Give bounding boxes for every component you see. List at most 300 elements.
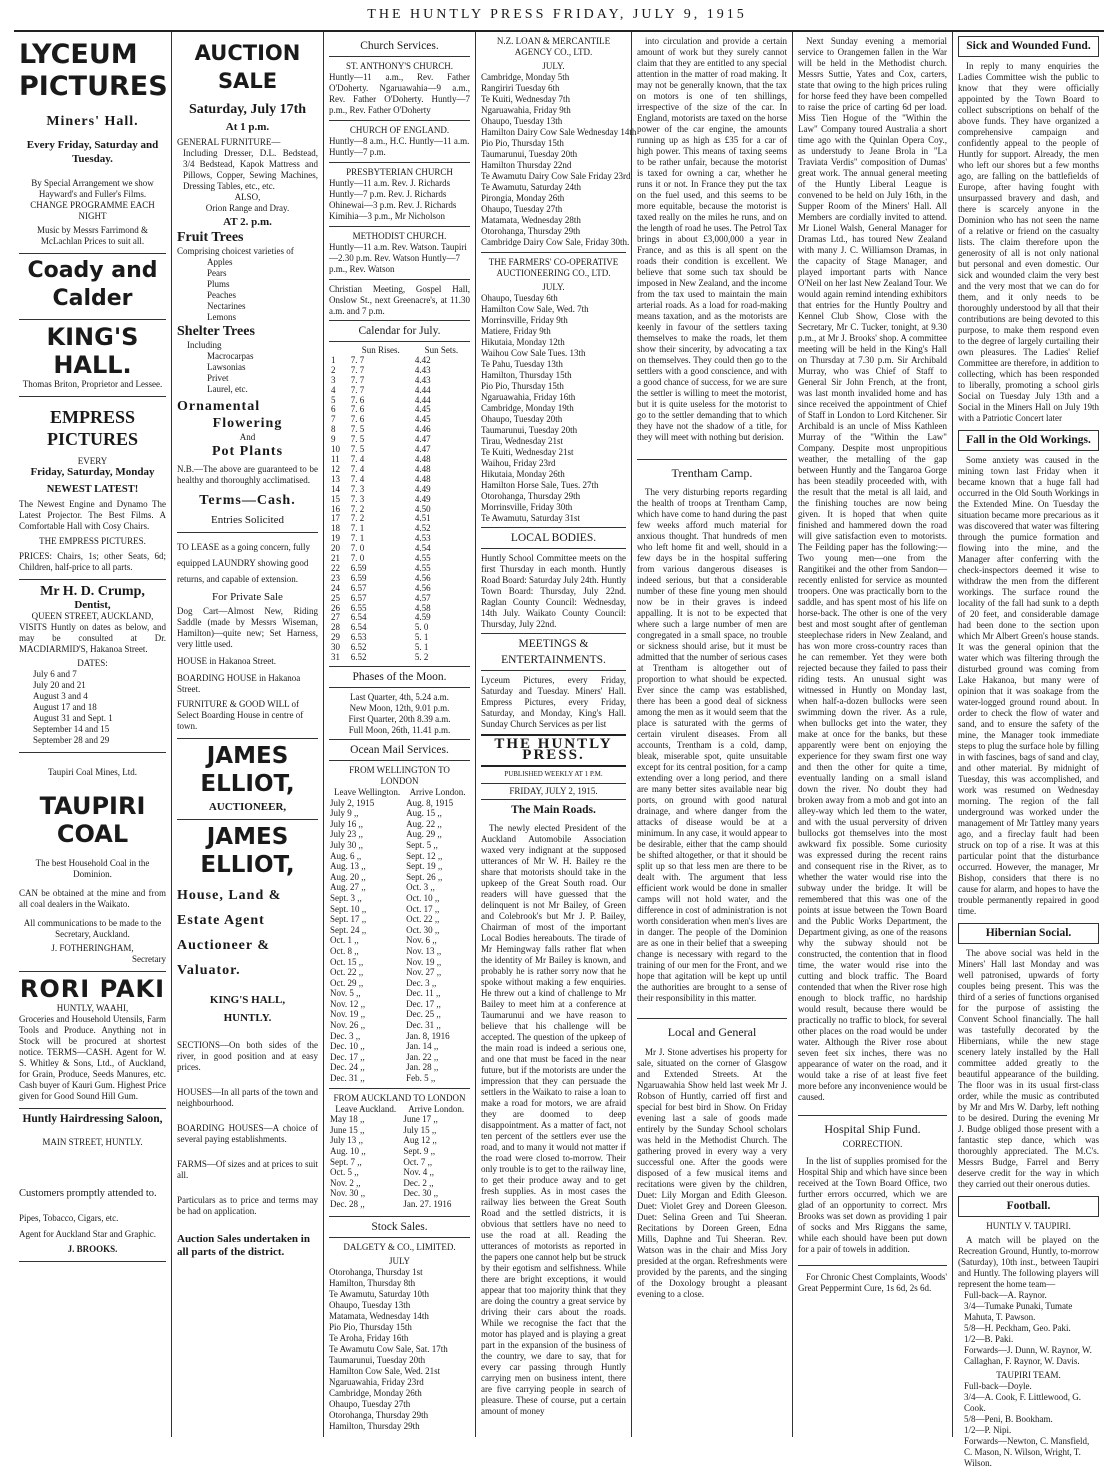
hairdressing-pipes: Pipes, Tobacco, Cigars, etc.: [19, 1213, 119, 1224]
hospital-correction: CORRECTION.: [842, 1139, 903, 1150]
table-cell: Dec. 24 ,,: [330, 1062, 365, 1073]
shelter-item: Privet: [207, 372, 229, 383]
lyceum-days: Every Friday, Saturday and Tuesday.: [26, 139, 159, 165]
ocean-mail-head: Ocean Mail Services.: [329, 739, 470, 761]
methodist-head: METHODIST CHURCH.: [352, 231, 447, 241]
sale-item: Taumarunui, Tuesday 20th: [481, 149, 578, 159]
table-cell: 4.45: [414, 414, 431, 425]
main-roads-body: The newly elected President of the Auckland Automobile Association waxed very indignant at the supposed utterances of Mr W. H. Bailey re the share that motorists should take in the upkeep of the Great South road. Our readers will have guessed that the delinquent is not Mr Bailey, of Green and Colebrook's but Mr J. P. Bailey, Chairman of most of the important Local Bodies hereabouts. The tirade of Mr Hemingway falls rather flat when the identity of Mr Bailey is known, and probably he is rather sorry now that he spoke without making a few enquiries. He threw out a kind of challenge to Mr Bailey to meet him at a conference at Taumarunui and we have reason to believe that his challenge will be accepted. The question of the upkeep of the main road is indeed a serious one, and one that must be faced in the near future, but if the motorists are under the impression that they can persuade the settlers in the Waikato to raise a loan to make a road for motors, we are afraid they are doomed to deep disappointment. As a matter of fact, not ten percent of the settlers ever use the road, and to many it would not matter if the road were closed to-morrow. Their only trouble is to get to the railway line, to get their produce away and to get fresh supplies. As in most cases the railway lies between the Great South Road and the settled districts, it is obvious that settlers have no need to use the road at all. Reading the utterances of motorists as reported in the papers one cannot help but be struck by their egotism and selfishness. While there are bright exceptions, it would appear that too majority think that they are doing the country a great service by driving their cars about the roads. While we recognise the fact that the motor has played and is playing a great part in the expansion of the business of the country, we dare to say, that for every car passing through Huntly carrying men on business intent, there are five carrying people in search of pleasure. These of course, put a certain amount of money: [481, 822, 626, 1416]
mail-row: [329, 1125, 470, 1136]
table-cell: 4.55: [414, 562, 431, 573]
empress-ad: [19, 397, 166, 580]
table-cell: Dec. 30 ,,: [403, 1188, 439, 1199]
nb-note: N.B.—The above are guaranteed to be healthy and thoroughly acclimatised.: [177, 463, 318, 485]
taupiri-best: The best Household Coal in the Dominion.: [35, 857, 150, 879]
mail-row: [329, 1157, 470, 1168]
table-cell: 6.55: [350, 602, 367, 613]
auction-ad: [177, 36, 318, 533]
huntly-team: [958, 1290, 1099, 1367]
table-cell: Dec. 2 ,,: [403, 1177, 434, 1188]
table-header: [329, 1104, 470, 1115]
table-cell: 15: [331, 493, 340, 504]
football-match: HUNTLY V. TAUPIRI.: [986, 1221, 1071, 1231]
lease-ad: [177, 533, 318, 739]
table-cell: Oct. 8 ,,: [330, 945, 359, 956]
table-cell: Dec. 25 ,,: [406, 1009, 441, 1020]
sale-item: Te Pahu, Tuesday 13th: [481, 359, 563, 369]
taupiri-team-head: TAUPIRI TEAM.: [996, 1370, 1061, 1380]
empress-newest: NEWEST LATEST!: [46, 484, 139, 496]
to-lease: TO LEASE as a going concern, fully equipped LAUNDRY showing good returns, and capable of extension.: [177, 541, 311, 584]
phase-item: New Moon, 12th, 9.01 p.m.: [349, 703, 450, 713]
table-cell: 16: [331, 503, 340, 514]
table-cell: Jan. 14 ,,: [406, 1041, 439, 1052]
table-cell: Aug. 6 ,,: [330, 850, 362, 861]
elliot-name-2: JAMES ELLIOT,: [200, 824, 295, 879]
elliot-ad-2: [177, 820, 318, 1259]
mail-row: [329, 1178, 470, 1189]
auction-also: ALSO,: [234, 192, 261, 203]
player-line: 5/8—H. Peckham, Geo. Paki.: [964, 1323, 1071, 1333]
st-anthony-body: Huntly—11 a.m., Rev. Father O'Doherty. Ngaruawahia—9 a.m., Rev. Father O'Doherty. Huntly—7 p.m., Rev. Father O'Doherty: [329, 72, 470, 115]
empress-prices: PRICES: Chairs, 1s; other Seats, 6d; Children, half-price to all parts.: [19, 550, 166, 572]
table-cell: Nov. 4 ,,: [403, 1167, 435, 1178]
fruit-item: Peaches: [207, 289, 236, 300]
sale-item: Hamilton, Thursday 8th: [329, 1277, 416, 1288]
table-cell: 7. 4: [350, 463, 365, 474]
mail-row: [329, 957, 470, 968]
sale-item: Otorohanga, Thursday 29th: [481, 491, 581, 501]
calendar-row: [329, 653, 470, 663]
table-cell: 4.43: [414, 374, 431, 385]
sale-item: Ohaupo, Tuesday 13th: [481, 116, 563, 126]
mail-row: [329, 829, 470, 840]
table-cell: Aug. 27 ,,: [330, 882, 366, 893]
sale-item: Te Awamutu Dairy Cow Sale Friday 23rd: [481, 171, 631, 181]
sale-item: Cambridge, Monday 5th: [481, 72, 570, 82]
divider: [329, 226, 470, 227]
table-cell: 6.52: [350, 642, 367, 653]
fruit-item: Lemons: [207, 311, 236, 322]
st-anthony-head: ST. ANTHONY'S CHURCH.: [346, 61, 453, 71]
table-cell: Oct. 22 ,,: [330, 967, 364, 978]
table-cell: 4.45: [414, 404, 431, 415]
hairdressing-ad: [19, 1109, 166, 1262]
table-cell: 27: [331, 612, 340, 623]
sale-item: Matiere, Friday 9th: [481, 326, 551, 336]
table-cell: 21: [331, 553, 340, 564]
fruit-list: [177, 257, 318, 323]
table-cell: Sept. 19 ,,: [406, 861, 443, 872]
dalgety-list: [329, 1267, 470, 1432]
shelter-item: Laurel, etc.: [207, 383, 248, 394]
kings-hall-title: KING'S HALL.: [46, 323, 139, 379]
table-cell: 4.51: [414, 513, 431, 524]
sale-item: Ngaruawahia, Friday 16th: [481, 392, 576, 402]
table-cell: Nov. 12 ,,: [330, 998, 366, 1009]
table-cell: Nov. 19 ,,: [330, 1009, 366, 1020]
sale-item: Te Kuiti, Wednesday 7th: [481, 94, 570, 104]
table-cell: 4.57: [414, 592, 431, 603]
mail-row: [329, 904, 470, 915]
mail-row: [329, 1041, 470, 1052]
table-cell: 4.48: [414, 453, 431, 464]
crump-body: VISITS Huntly on dates as below, and may be consulted at Dr. MACDIARMID'S, Hakanoa Street.: [19, 621, 166, 654]
header-cell: Sun Sets.: [424, 345, 459, 355]
table-cell: 6.53: [350, 632, 367, 643]
presby-head: PRESBYTERIAN CHURCH: [346, 167, 453, 177]
fruit-item: Nectarines: [207, 300, 246, 311]
sale-item: Hamilton Horse Sale, Tues. 27th: [481, 480, 599, 490]
table-cell: 7. 7: [350, 364, 365, 375]
empress-pictures: THE EMPRESS PICTURES.: [39, 535, 146, 546]
header-cell: Arrive London.: [409, 787, 466, 797]
table-cell: 7: [331, 414, 336, 425]
table-cell: 12: [331, 463, 340, 474]
shelter-trees: Shelter Trees: [177, 323, 255, 339]
crump-dates-head: DATES:: [77, 657, 108, 668]
lyceum-change: CHANGE PROGRAMME EACH NIGHT: [30, 200, 155, 221]
hairdressing-street: MAIN STREET, HUNTLY.: [42, 1136, 143, 1147]
table-cell: 4.58: [414, 602, 431, 613]
meetings-body: Lyceum Pictures, every Friday, Saturday and Tuesday. Miners' Hall. Empress Pictures, every Friday, Saturday, and Monday, King's Hall. Sunday Church Services as per list: [481, 675, 626, 729]
mail-row: [329, 1062, 470, 1073]
table-cell: July 13 ,,: [330, 1135, 364, 1146]
hairdressing-agent: Agent for Auckland Star and Graphic.: [19, 1229, 156, 1240]
divider: [481, 252, 626, 253]
sale-item: Hikutaia, Monday 12th: [481, 337, 565, 347]
sick-body: In reply to many enquiries the Ladies Committee wish the public to know that they were officially appointed by the Town Board to collect subscriptions on behalf of the above funds. They have organized a comprehensive campaign and confidently appeal to the people of Huntly for support. Already, the men who left our shores but a few months ago, are falling on the battlefields of Europe, after having fought with unsurpassed bravery and dash, and there is scarcely anyone in the Dominion who has not seen the name of a relative or friend on the casualty lists. The claim therefore upon the generosity of all is not only national but personal and even domestic. Our sick and wounded claim the very best and the very most that we can do for them, and it only needs to be thoroughly understood by all that their contributions are being devoted to this purpose, to make them respond even to the degree of largely curtailing their own pleasures. The Ladies' Relief Committee are therefore, in addition to collecting, which has been responded to liberally, promoting a school girls Social on Tuesday July 13th and a Social in the Miners Hall on July 19th with a Patriotic Concert later: [958, 61, 1099, 423]
table-cell: 4.47: [414, 444, 431, 455]
divider: [329, 279, 470, 280]
table-cell: Dec. 3 ,,: [406, 977, 437, 988]
table-cell: 6: [331, 404, 336, 415]
table-cell: Dec. 28 ,,: [330, 1198, 365, 1209]
date-item: August 3 and 4: [33, 690, 88, 701]
table-cell: 7. 6: [350, 394, 365, 405]
divider: [329, 120, 470, 121]
mail-row: [329, 808, 470, 819]
nzloan-list: [481, 72, 637, 248]
trentham-body: The very disturbing reports regarding the health of troops at Trentham Camp, which have come to hand during the past few weeks afford much material for anxious thought. That hundreds of men who left home fit and well, should in a few days be in the hospital suffering from various dangerous diseases is indeed serious, but that a considerable number of these fine young men should now be in their graves is indeed appalling. It is not to be expected that where such a large number of men are congregated in a small space, no trouble or sickness should arise, but it must be admitted that the number of serious cases at Trentham is altogether out of proportion to what should be expected. Ever since the camp was established, there has been a good deal of sickness among the men as it would seem that the place is saturated with the germs of certain virulent diseases. From all accounts, Trentham is a cold, damp, bleak, miserable spot, quite unsuitable except for its central position, for a camp extending over a long period, and there are many better sites available near big ports, on ground with good natural drainage, and where danger from the attacks of disease would be at a minimum. In any case, it would appear to be desirable, either that the camp should be shifted altogether, or that it should be split up so that less men are there to be dealt with. The argument that less efficient work would be done in smaller camps will not hold water, and the difference in cost of administration is not worth consideration when men's lives are in danger. The people of the Dominion are as one in their belief that a sweeping change is necessary with regard to the training of our men for the Front, and we hope that agitation will be kept up until the authorities are brought to a sense of their responsibility in this matter.: [637, 487, 787, 1004]
sale-item: Hamilton, Thursday 29th: [329, 1420, 420, 1431]
table-cell: Sept. 9 ,,: [403, 1146, 436, 1156]
table-cell: Dec. 31 ,,: [406, 1020, 441, 1031]
mail-row: [329, 1188, 470, 1199]
taupiri-communications: All communications to be made to the Secretary, Auckland.: [23, 917, 162, 939]
elliot-boarding: BOARDING HOUSES—A choice of several paying establishments.: [177, 1123, 318, 1145]
table-cell: Nov. 30 ,,: [330, 1188, 366, 1199]
fruit-comprising: Comprising choicest varieties of: [177, 245, 294, 256]
auction-date: Saturday, July 17th: [188, 102, 307, 117]
table-cell: 4.44: [414, 384, 431, 395]
sale-item: Pio Pio, Thursday 15th: [329, 1321, 412, 1332]
sale-item: Ohaupo, Tuesday 6th: [481, 293, 558, 303]
hairdressing-title: Huntly Hairdressing Saloon,: [22, 1112, 163, 1125]
table-cell: 4.42: [414, 354, 431, 365]
mail-row: [329, 872, 470, 883]
table-cell: 13: [331, 473, 340, 484]
table-cell: 4.48: [414, 463, 431, 474]
christian-meeting: Christian Meeting, Gospel Hall, Onslow St., next Greenacre's, at 11.30 a.m. and 7 p.m.: [329, 284, 470, 316]
table-cell: 11: [331, 453, 340, 464]
sale-item: Ohaupo, Tuesday 13th: [329, 1299, 411, 1310]
table-cell: May 18 ,,: [330, 1114, 365, 1125]
auction-title: AUCTION SALE: [194, 41, 301, 93]
mail-row: [329, 1020, 470, 1031]
mail-row: [329, 819, 470, 830]
presby-body: Huntly—11 a.m. Rev. J. Richards Huntly—7 p.m. Rev. J. Richards Ohinewai—3 p.m. Rev. J. Richards Kimihia—3 p.m., Mr Nicholson: [329, 178, 457, 221]
mail-row: [329, 925, 470, 936]
player-line: 3/4—Tumake Punaki, Tumate Mahuta, T. Pawson.: [964, 1301, 1073, 1322]
sale-item: Waihou, Friday 23rd: [481, 458, 556, 468]
nzloan-head: N.Z. LOAN & MERCANTILE AGENCY CO., LTD.: [496, 36, 611, 57]
auction-orion: Orion Range and Dray.: [205, 203, 290, 214]
sale-item: Ngaruawahia, Friday 23rd: [329, 1376, 424, 1387]
phase-item: First Quarter, 20th 8.39 a.m.: [348, 714, 451, 724]
table-cell: 18: [331, 523, 340, 534]
taupiri-team: [958, 1381, 1099, 1469]
table-cell: Sept. 26 ,,: [406, 871, 443, 882]
house-hakanoa: HOUSE in Hakanoa Street.: [177, 656, 276, 667]
stock-sales-head: Stock Sales.: [329, 1216, 470, 1238]
farmers-july: JULY.: [542, 282, 565, 292]
table-cell: 4.49: [414, 483, 431, 494]
table-cell: Aug. 20 ,,: [330, 871, 366, 882]
hairdressing-brooks: J. BROOKS.: [67, 1244, 118, 1255]
mail-row: [329, 935, 470, 946]
table-cell: July 23 ,,: [330, 829, 364, 840]
mail-row: [329, 978, 470, 989]
ornamental: Ornamental: [177, 398, 261, 414]
local-general-head: Local and General: [637, 1018, 787, 1038]
dogcart: Dog Cart—Almost New, Riding Saddle (made by Messrs Wiseman, Hamilton)—quite new; Set Harness, very little used.: [177, 606, 318, 650]
elliot-house-land: House, Land &: [177, 888, 282, 904]
calendar-row: [329, 495, 470, 505]
lyceum-special: By Special Arrangement we show Hayward's and Fuller's Films.: [31, 178, 154, 199]
sale-item: Pio Pio, Thursday 15th: [481, 138, 564, 148]
table-cell: 4.54: [414, 543, 431, 554]
sale-item: Tirau, Wednesday 21st: [481, 436, 564, 446]
rori-place: HUNTLY, WAAHI,: [56, 1002, 129, 1013]
auction-at2: AT 2. p.m.: [223, 216, 272, 229]
table-cell: Nov. 13 ,,: [406, 945, 442, 956]
coady-ad: [19, 254, 166, 320]
sale-item: Te Awamutu, Saturday 10th: [329, 1288, 430, 1299]
mail-row: [329, 914, 470, 925]
table-cell: 4.44: [414, 394, 431, 405]
elliot-name-1: JAMES ELLIOT,: [200, 743, 295, 798]
from-auckland: FROM AUCKLAND TO LONDON: [333, 1092, 466, 1103]
table-cell: 7. 5: [350, 444, 365, 455]
auction-at1: At 1 p.m.: [225, 121, 270, 133]
table-cell: 28: [331, 622, 340, 633]
miners-hall: Miners' Hall.: [46, 114, 139, 129]
table-cell: 5. 1: [414, 632, 429, 643]
mail-row: [329, 851, 470, 862]
rori-title: RORI PAKI: [19, 974, 166, 1003]
empress-body: The Newest Engine and Dynamo The Latest Projector. The Best Films. A Comfortable Hall with Cosy Chairs.: [19, 498, 166, 531]
hospital-body: In the list of supplies promised for the Hospital Ship and which have since been received at the Town Board Office, two further errors occurred, which we are glad of an opportunity to correct. Mrs Brooks was set down as providing 1 pair of socks and Mrs Riggans the same, while each should have been put down for a pair of towels in addition.: [798, 1156, 947, 1255]
boarding-house: BOARDING HOUSE in Hakanoa Street.: [177, 673, 301, 695]
methodist-body: Huntly—11 a.m. Rev. Watson. Taupiri—2.30 p.m. Rev. Watson Huntly—7 p.m., Rev. Watson: [329, 242, 467, 274]
date-item: July 20 and 21: [33, 679, 86, 690]
table-cell: 7. 5: [350, 424, 365, 435]
main-roads-head: The Main Roads.: [511, 803, 596, 816]
table-cell: 1: [331, 354, 336, 365]
table-cell: 3: [331, 374, 336, 385]
player-line: Full-back—A. Raynor.: [964, 1290, 1047, 1300]
table-cell: Nov. 6 ,,: [406, 935, 437, 946]
table-cell: 7. 6: [350, 404, 365, 415]
header-cell: Leave Auckland.: [335, 1103, 397, 1114]
table-cell: Oct. 10 ,,: [406, 892, 440, 903]
table-cell: 4.43: [414, 364, 431, 375]
nzloan-july: JULY.: [542, 61, 565, 71]
table-cell: 4.48: [414, 473, 431, 484]
table-cell: Aug. 10 ,,: [330, 1146, 366, 1156]
flowering: Flowering: [212, 415, 283, 431]
mail-row: [329, 893, 470, 904]
table-cell: 7. 7: [350, 354, 365, 365]
table-cell: 7. 3: [350, 493, 365, 504]
sale-item: Hamilton Cow Sale, Wed. 7th: [481, 304, 589, 314]
taupiri-ltd: Taupiri Coal Mines, Ltd.: [47, 766, 138, 777]
table-cell: 4.55: [414, 553, 431, 564]
sale-item: Te Awamutu, Saturday 24th: [481, 182, 582, 192]
column-3: [324, 32, 476, 1437]
sale-item: Hikutaia, Monday 26th: [481, 469, 565, 479]
lyceum-music: Music by Messrs Farrimond & McLachlan Prices to suit all.: [37, 225, 148, 246]
empress-days: Friday, Saturday, Monday: [30, 466, 155, 478]
chronic-ad: For Chronic Chest Complaints, Woods' Great Peppermint Cure, 1s 6d, 2s 6d.: [798, 1265, 947, 1294]
table-cell: Aug. 22 ,,: [406, 818, 442, 829]
table-cell: Oct. 30 ,,: [406, 924, 440, 935]
sale-item: Otorohanga, Thursday 1st: [329, 1266, 423, 1277]
fall-body: Some anxiety was caused in the mining town last Friday when it became known that a huge fall had occurred in the Old South Workings in the Extended Mine. On Tuesday the situation became more precarious as it was discovered that water was filtering through the pumice formation and flowing into the mine, and the Manager after conferring with the check-inspectors deemed it wise to withdraw the men from the different workings. The surface round the locality of the fall had sunk to a depth of 20 feet, and considerable damage had been done to the section upon which Mr Albert Green's house stands. It was the general opinion that the water which was filtering through the disturbed ground was coming from Lake Hakanoa, but many were of opinion that it was soakage from the water-logged ground round about. In order to check the flow of water and sand, and to ensure the safety of the mine, the Manager took immediate steps to plug the surface hole by filling in with fascines, bags of sand and clay, and other material. By midnight of Tuesday, this was accomplished, and work was resumed on Wednesday morning. The region of the fall underground was worked under the management of Mr Tattley many years ago, and a fireclay fault had been struck on top of a rise. It was at this particular point that the disturbance occurred. However, the manager, Mr Bishop, considers that there is no cause for alarm, and hopes to have the trouble permanently repaired in good time.: [958, 455, 1099, 916]
table-cell: 4.49: [414, 493, 431, 504]
sale-item: Morrinsville, Friday 9th: [481, 315, 568, 325]
table-cell: Aug. 13 ,,: [330, 861, 366, 872]
sale-item: Waihou Cow Sale Tues. 13th: [481, 348, 586, 358]
table-cell: Dec. 3 ,,: [330, 1030, 361, 1041]
hibernian-body: The above social was held in the Miners' Hall last Monday and was well patronised, upwards of forty couples being present. This was the third of a series of functions organised for the purpose of assisting the Convent School financially. The hall was tastefully decorated by the Hibernians, while the new stage scenery lately installed by the Hall committee added greatly to the beautiful appearance of the building. The floor was in its usual first-class order, while the music as contributed by Mr and Mrs W. Darby, left nothing to be desired. During the evening Mr J. Budge obliged those present with a fantastic step dance, which was thoroughly appreciated. The M.C's. Messrs Budge, Farrel and Berry deserve credit for the way in which they carried out their onerous duties.: [958, 948, 1099, 1189]
mail-row: [329, 1146, 470, 1157]
table-cell: 2: [331, 364, 336, 375]
table-cell: 19: [331, 533, 340, 544]
phase-item: Last Quarter, 4th, 5.24 a.m.: [350, 692, 449, 702]
table-cell: 5: [331, 394, 336, 405]
church-services-head: Church Services.: [329, 36, 470, 57]
sale-item: Te Awamutu, Saturday 31st: [481, 513, 581, 523]
mail-row: [329, 1009, 470, 1020]
header-cell: Sun Rises.: [361, 345, 400, 355]
date-item: September 28 and 29: [33, 734, 110, 745]
player-line: 1/2—B. Paki.: [964, 1334, 1014, 1344]
phase-item: Full Moon, 26th, 11.41 p.m.: [348, 725, 451, 735]
table-cell: 26: [331, 602, 340, 613]
trentham-head: Trentham Camp.: [637, 459, 787, 479]
table-cell: 6.54: [350, 622, 367, 633]
player-line: Forwards—J. Dunn, W. Raynor, W. Callaghan, F. Raynor, W. Davis.: [964, 1345, 1092, 1366]
mail-row: [329, 840, 470, 851]
table-cell: 6.52: [350, 652, 367, 663]
sale-item: Cambridge, Monday 26th: [329, 1387, 422, 1398]
football-head: Football.: [958, 1196, 1099, 1217]
table-cell: Jan. 22 ,,: [406, 1051, 439, 1062]
local-bodies-head: LOCAL BODIES.: [481, 527, 626, 549]
local-notes: Next Sunday evening a memorial service to Orangemen fallen in the War will be held in the Methodist church. Messrs Suttie, Yates and Cox, carters, state that owing to the high prices ruling for horse feed they have been compelled to raise the price of carting 6d per load. Miss Tien Hogue of the "Within the Law" Company toured Australia a short time ago with the Quinlan Opera Coy., as understudy to Jeane Brola in "La Traviata Verdis" composition of Dumas' great work. The annual general meeting of the Huntly Liberal League is convened to be held on July 16th, in the Supper Room of the Miners' Hall. All Members are cordially invited to attend. Mr Lionel Walsh, General Manager for Dramas Ltd., has toured New Zealand with many J. C. Williamson Dramas, in the capacity of Stage Manager, and played important parts with Nance O'Neil on her last New Zealand Tour. We would again remind intending exhibitors that entries for the Huntly Poultry and Kennel Club Show, Close with the Secretary, Mr C. Tucker, tonight, at 9.30 p.m., at Mr J. Brooks' shop. A committee meeting will be held in the King's Hall on Thursday at 7.30 p.m. Sir Archibald Murray, who was Chief of Staff to General Sir John French, at the front, was last month invalided home and has since received the appointment of Chief of Staff in London to Lord Kitchener. Sir Archibald is an uncle of Miss Kathleen Murray of the "Within the Law" Company. Despite most unpropitious weather, the metalling of the gap between Huntly and the Tangaroa Gorge has been steadily proceeded with, with the result that the metal is all laid, and the finishing touches are now being given. It is hoped that when quite finished and hammered down the road will give satisfaction even to motorists. The Feilding paper has the following:—Two young men—one from the Rangitikei and the other from Sandon—recently enlisted for service as mounted troopers. One was practically born to the saddle, and has spent most of his life on horse-back. The other is one of the very best and most sought after of gentleman steeplechase riders in New Zealand, and has won more cross-country races than he can remember. Yet they were both rejected because they failed to pass their riding tests. An unusual sight was witnessed in Huntly on Monday last, when half-a-dozen bullocks were seen swimming down the river. As a rule, when bullocks get into the water, they make at once for the banks, but these apparently were bent on enjoying the experience for they swam first one way and then the other for quite a time, eventually landing on a small island down the river. No doubt they had broken away from a mob and got into an alley-way which led them to the water, and with the usual perversity of driven bullocks got themselves into the most awkward fix possible. Some curiosity was expressed during the recent rains and consequent rise in the River, as to whether the water would rise into the subway under the bridge. It will be remembered that this was one of the points at issue between the Town Board and the Public Works Department, the Department giving, as one of the reasons why the subway should not be constructed, the contention that in flood time, the water would rise into the cutting and block traffic. The Board contended that when the River rose high enough to block traffic, no hardship would result, because there would be practically no traffic to block, for several other places on the road would be under water. Although the River rose about seven feet six inches, there was no appearance of water on the road, and it would take a rise of at least five feet more before any inconvenience would be caused.: [798, 36, 947, 1102]
mail-auckland-table: [329, 1104, 470, 1210]
england-body: Huntly—8 a.m., H.C. Huntly—11 a.m. Huntly—7 p.m.: [329, 136, 470, 157]
table-cell: 9: [331, 434, 336, 445]
mail-row: [329, 882, 470, 893]
table-cell: 4: [331, 384, 336, 395]
table-cell: 7. 2: [350, 513, 365, 524]
mail-row: [329, 1199, 470, 1210]
private-sale: For Private Sale: [212, 590, 283, 603]
crump-dentist: Dentist,: [74, 598, 111, 611]
fruit-item: Apples: [207, 256, 233, 267]
table-cell: 4.47: [414, 434, 431, 445]
crump-ad: [19, 580, 166, 753]
taupiri-coal: TAUPIRI COAL: [39, 791, 146, 848]
table-cell: Dec. 17 ,,: [406, 998, 441, 1009]
table-cell: Oct. 15 ,,: [330, 956, 364, 967]
meetings-head: MEETINGS & ENTERTAINMENTS.: [481, 633, 626, 671]
table-cell: 6.59: [350, 562, 367, 573]
lyceum-ad: [19, 36, 166, 254]
table-cell: 5. 2: [414, 652, 429, 663]
table-cell: 7. 7: [350, 384, 365, 395]
table-cell: Oct. 1 ,,: [330, 935, 359, 946]
mail-row: [329, 1114, 470, 1125]
sale-item: Hamilton Dairy Cow Sale Wednesday 14th: [481, 127, 637, 137]
rori-body: Groceries and Household Utensils, Farm Tools and Produce. Anything not in Stock will be procured at shortest notice. TERMS—CASH. Agent for W. S. Whitley & Sons, Ltd., of Auckland, for Grain, Produce, Seeds Manures, etc. Cash buyer of Kauri Gum. Highest Price given for Good Sound Hill Gum.: [19, 1013, 166, 1101]
newspaper-page: [14, 30, 1104, 1468]
sale-item: Matamata, Wednesday 28th: [481, 215, 581, 225]
mail-row: [329, 999, 470, 1010]
divider: [329, 162, 470, 163]
fruit-item: Pears: [207, 267, 227, 278]
table-cell: 6.54: [350, 612, 367, 623]
table-cell: Dec. 31 ,,: [330, 1073, 365, 1084]
table-cell: Jan. 28 ,,: [406, 1062, 439, 1073]
table-cell: 5. 1: [414, 642, 429, 653]
farmers-list: [481, 293, 626, 524]
table-cell: July 30 ,,: [330, 839, 364, 850]
fruit-trees: Fruit Trees: [177, 229, 244, 245]
elliot-farms: FARMS—Of sizes and at prices to suit all.: [177, 1159, 318, 1181]
shelter-including: Including: [187, 339, 222, 350]
table-cell: 4.59: [414, 612, 431, 623]
table-cell: Jan. 27. 1916: [403, 1198, 452, 1209]
table-cell: Sept. 17 ,,: [330, 914, 367, 925]
table-cell: 4.46: [414, 424, 431, 435]
empress-every: EVERY: [77, 456, 108, 466]
table-cell: 6.57: [350, 582, 367, 593]
table-cell: 8: [331, 424, 336, 435]
mail-row: [329, 798, 470, 809]
header-cell: Leave Wellington.: [334, 787, 401, 797]
table-cell: Oct. 17 ,,: [406, 903, 440, 914]
football-body: A match will be played on the Recreation Ground, Huntly, to-morrow (Saturday), 10th inst., between Taupiri and Huntly. The following players will represent the home team—: [958, 1235, 1099, 1289]
table-cell: Dec. 11 ,,: [406, 988, 441, 999]
table-cell: Nov. 2 ,,: [330, 1177, 361, 1188]
sale-item: Cambridge Dairy Cow Sale, Friday 30th.: [481, 237, 630, 247]
dalgety-july: JULY: [388, 1255, 411, 1266]
sale-item: Taumarunui, Tuesday 20th: [481, 425, 578, 435]
